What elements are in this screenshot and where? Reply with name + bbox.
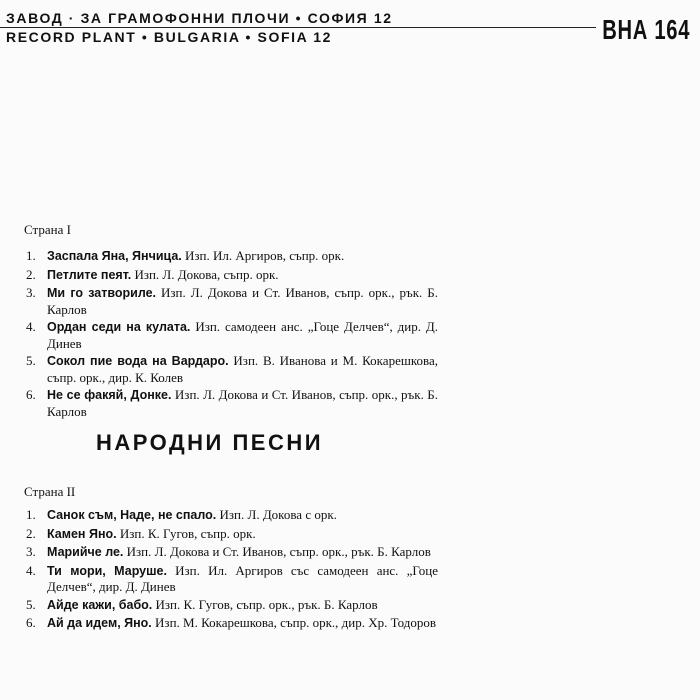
track-item xyxy=(26,248,438,265)
track-number: 5. xyxy=(26,353,36,368)
track-credits: Изп. Л. Докова и Ст. Иванов, съпр. орк., рък. Б. Карлов xyxy=(47,387,438,419)
header-english: RECORD PLANT • BULGARIA • SOFIA 12 xyxy=(6,29,333,45)
track-item xyxy=(26,387,438,419)
track-title: Петлите пеят. xyxy=(47,267,132,282)
catalog-number: ВНА 164 xyxy=(602,14,690,45)
track-title: Не се факяй, Донке. xyxy=(47,388,172,402)
track-credits: Изп. самодеен анс. „Гоце Делчев“, дир. Д. Динев xyxy=(47,319,439,351)
track-number: 2. xyxy=(26,525,36,541)
track-credits: Изп. Л. Докова и Ст. Иванов, съпр. орк., рък. Б. Карлов xyxy=(126,544,431,559)
main-heading: НАРОДНИ ПЕСНИ xyxy=(96,430,324,455)
track-item xyxy=(26,353,438,385)
track-number: 5. xyxy=(26,596,36,612)
track-number: 6. xyxy=(26,615,36,630)
header-rule xyxy=(0,27,596,28)
track-credits: Изп. К. Гугов, съпр. орк. xyxy=(119,525,256,541)
track-title: Ми го затвориле. xyxy=(47,286,157,300)
track-number: 1. xyxy=(26,248,36,263)
track-item xyxy=(26,615,438,632)
track-title: Марийче ле. xyxy=(47,545,124,559)
track-credits: Изп. Л. Докова и Ст. Иванов, съпр. орк., рък. Б. Карлов xyxy=(47,285,438,317)
track-title: Ордан седи на кулата. xyxy=(47,320,191,334)
track-credits: Изп. В. Иванова и М. Кокарешкова, съпр. орк., дир. К. Колев xyxy=(47,353,438,385)
track-title: Айде кажи, бабо. xyxy=(47,597,153,612)
side-2-label: Страна II xyxy=(24,484,76,499)
track-number: 3. xyxy=(26,544,36,559)
side-2-tracklist xyxy=(26,507,438,634)
track-number: 4. xyxy=(26,562,36,578)
track-number: 1. xyxy=(26,507,36,522)
track-title: Заспала Яна, Янчица. xyxy=(47,249,182,263)
track-title: Санок съм, Наде, не спало. xyxy=(47,508,217,522)
track-item xyxy=(26,507,438,524)
track-item xyxy=(26,526,438,543)
track-item xyxy=(26,319,438,351)
header-bulgarian: ЗАВОД · ЗА ГРАМОФОННИ ПЛОЧИ • СОФИЯ 12 xyxy=(6,10,393,26)
track-title: Ай да идем, Яно. xyxy=(47,616,152,630)
track-item xyxy=(26,597,438,614)
track-number: 4. xyxy=(26,319,36,334)
track-title: Камен Яно. xyxy=(47,526,117,541)
side-1-tracklist xyxy=(26,248,438,421)
track-credits: Изп. Ил. Аргиров със самодеен анс. „Гоце Делчев“, дир. Д. Динев xyxy=(47,562,438,594)
track-item xyxy=(26,267,438,284)
track-number: 3. xyxy=(26,285,36,300)
track-credits: Изп. Ил. Аргиров, съпр. орк. xyxy=(185,248,345,263)
track-credits: Изп. М. Кокарешкова, съпр. орк., дир. Хр. Тодоров xyxy=(155,615,436,630)
side-1-label: Страна I xyxy=(24,222,71,237)
track-title: Сокол пие вода на Вардаро. xyxy=(47,354,229,368)
track-title: Ти мори, Маруше. xyxy=(47,563,167,578)
track-number: 6. xyxy=(26,387,36,402)
track-credits: Изп. Л. Докова, съпр. орк. xyxy=(134,266,279,282)
track-number: 2. xyxy=(26,266,36,282)
track-item xyxy=(26,285,438,317)
track-credits: Изп. Л. Докова с орк. xyxy=(219,507,337,522)
track-credits: Изп. К. Гугов, съпр. орк., рък. Б. Карлов xyxy=(155,596,378,612)
track-item xyxy=(26,544,438,561)
track-item xyxy=(26,563,438,595)
